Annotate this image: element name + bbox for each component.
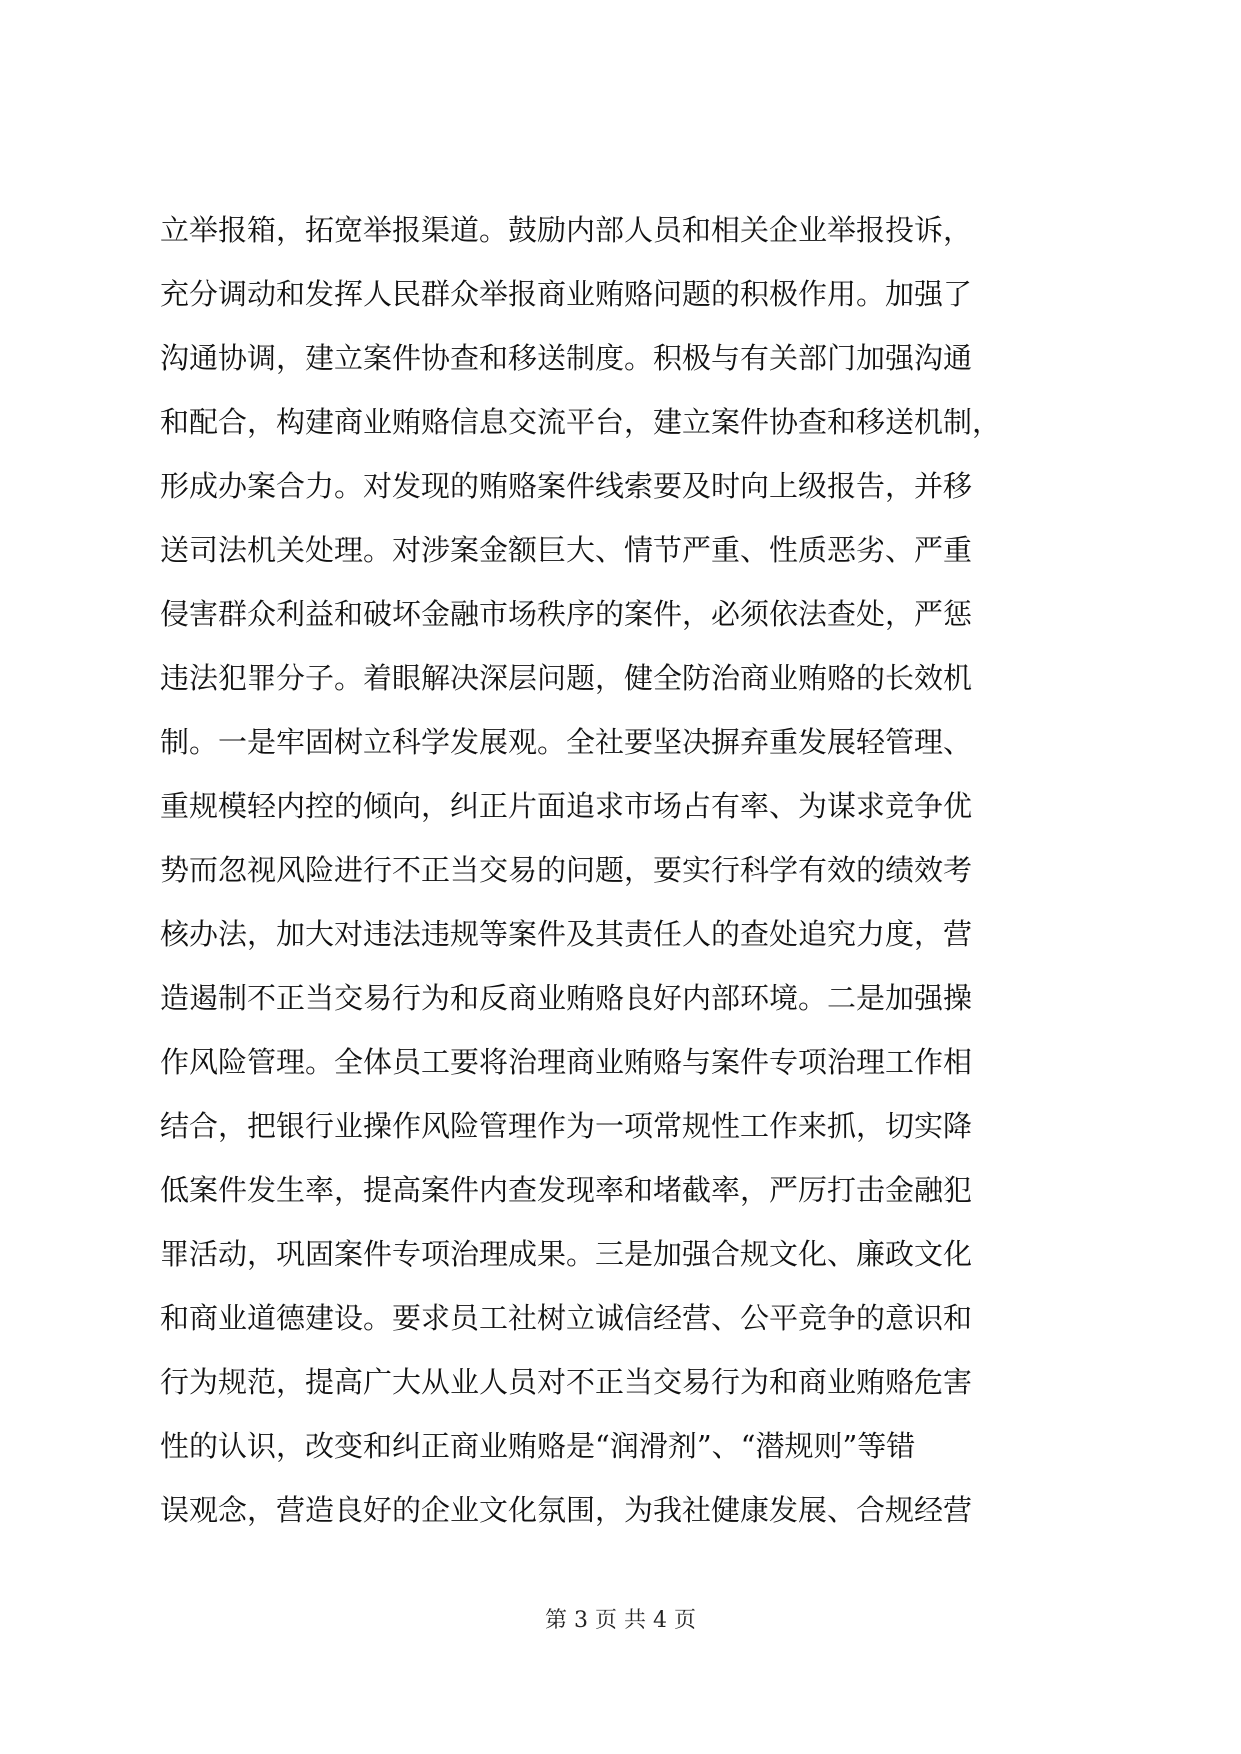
text-line: 重规模轻内控的倾向，纠正片面追求市场占有率、为谋求竞争优 bbox=[160, 789, 973, 823]
page-footer: 第 3 页 共 4 页 bbox=[545, 1608, 696, 1633]
text-line: 罪活动，巩固案件专项治理成果。三是加强合规文化、廉政文化 bbox=[160, 1237, 973, 1271]
text-line: 造遏制不正当交易行为和反商业贿赂良好内部环境。二是加强操 bbox=[160, 981, 973, 1015]
body-text bbox=[160, 198, 1090, 1542]
text-line: 作风险管理。全体员工要将治理商业贿赂与案件专项治理工作相 bbox=[160, 1045, 973, 1079]
text-line: 送司法机关处理。对涉案金额巨大、情节严重、性质恶劣、严重 bbox=[160, 533, 973, 567]
text-line: 势而忽视风险进行不正当交易的问题，要实行科学有效的绩效考 bbox=[160, 853, 973, 887]
text-line: 误观念，营造良好的企业文化氛围，为我社健康发展、合规经营 bbox=[160, 1493, 973, 1527]
text-line: 立举报箱，拓宽举报渠道。鼓励内部人员和相关企业举报投诉， bbox=[160, 213, 973, 247]
text-line: 形成办案合力。对发现的贿赂案件线索要及时向上级报告，并移 bbox=[160, 469, 973, 503]
text-line: 违法犯罪分子。着眼解决深层问题，健全防治商业贿赂的长效机 bbox=[160, 661, 973, 695]
text-line: 和商业道德建设。要求员工社树立诚信经营、公平竞争的意识和 bbox=[160, 1301, 973, 1335]
text-line: 低案件发生率，提高案件内查发现率和堵截率，严厉打击金融犯 bbox=[160, 1173, 973, 1207]
text-line: 性的认识，改变和纠正商业贿赂是“润滑剂”、“潜规则”等错 bbox=[160, 1429, 916, 1463]
text-line: 沟通协调，建立案件协查和移送制度。积极与有关部门加强沟通 bbox=[160, 341, 973, 375]
text-line: 结合，把银行业操作风险管理作为一项常规性工作来抓，切实降 bbox=[160, 1109, 973, 1143]
text-line: 制。一是牢固树立科学发展观。全社要坚决摒弃重发展轻管理、 bbox=[160, 725, 973, 759]
text-line: 侵害群众利益和破坏金融市场秩序的案件，必须依法查处，严惩 bbox=[160, 597, 973, 631]
text-line: 和配合，构建商业贿赂信息交流平台，建立案件协查和移送机制， bbox=[160, 405, 1002, 439]
text-line: 核办法，加大对违法违规等案件及其责任人的查处追究力度，营 bbox=[160, 917, 973, 951]
text-line: 行为规范，提高广大从业人员对不正当交易行为和商业贿赂危害 bbox=[160, 1365, 973, 1399]
text-line: 充分调动和发挥人民群众举报商业贿赂问题的积极作用。加强了 bbox=[160, 277, 973, 311]
